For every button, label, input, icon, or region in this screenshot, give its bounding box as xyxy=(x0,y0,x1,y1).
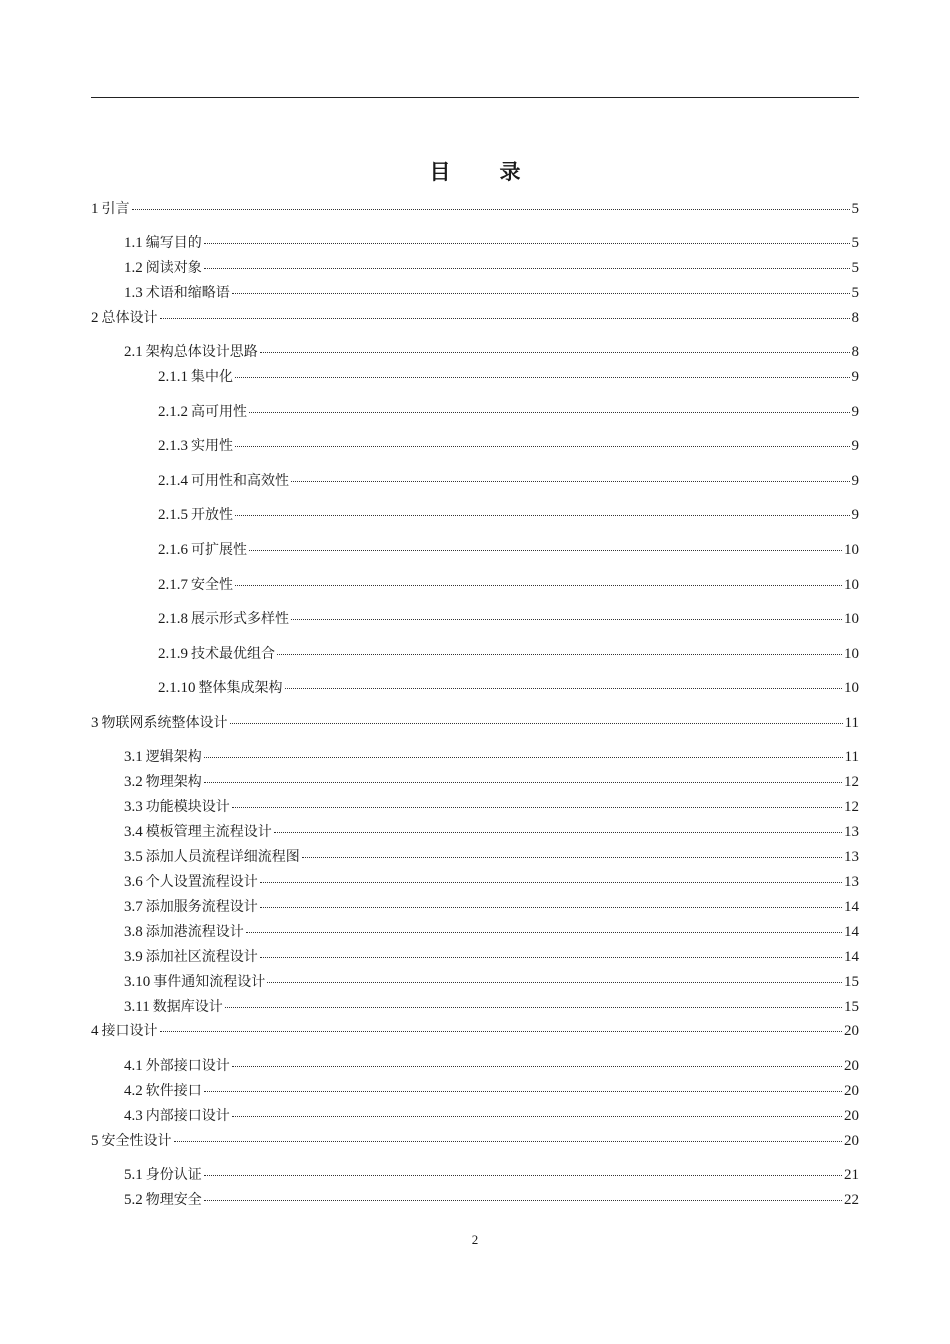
toc-entry-page: 13 xyxy=(844,849,859,865)
toc-entry-label: 整体集成架构 xyxy=(198,680,283,696)
toc-dot-leader xyxy=(204,1200,842,1201)
toc-entry-label: 可用性和高效性 xyxy=(191,473,289,489)
toc-entry-number: 4.1 xyxy=(124,1058,143,1074)
toc-entry[interactable] xyxy=(91,574,859,596)
toc-entry-page: 10 xyxy=(844,542,859,558)
toc-entry[interactable] xyxy=(91,1105,859,1127)
toc-entry-page: 10 xyxy=(844,577,859,593)
toc-entry-page: 20 xyxy=(844,1023,859,1039)
toc-entry-number: 5.1 xyxy=(124,1167,143,1183)
toc-entry-page: 10 xyxy=(844,611,859,627)
toc-entry[interactable] xyxy=(91,1080,859,1102)
toc-entry-number: 2.1.1 xyxy=(158,369,188,385)
toc-entry-number: 2 xyxy=(91,310,99,326)
toc-entry[interactable] xyxy=(91,796,859,818)
toc-entry-label: 技术最优组合 xyxy=(191,646,275,662)
toc-dot-leader xyxy=(204,1091,842,1092)
toc-dot-leader xyxy=(260,352,850,353)
toc-entry-number: 3.7 xyxy=(124,899,143,915)
toc-entry-label: 总体设计 xyxy=(101,310,158,326)
toc-dot-leader xyxy=(204,1175,842,1176)
toc-entry-page: 14 xyxy=(844,899,859,915)
toc-entry[interactable] xyxy=(91,746,859,768)
toc-entry[interactable] xyxy=(91,608,859,630)
toc-entry-number: 5 xyxy=(91,1133,99,1149)
toc-entry-page: 10 xyxy=(844,680,859,696)
toc-entry[interactable] xyxy=(91,996,859,1018)
toc-entry[interactable] xyxy=(91,971,859,993)
toc-entry-number: 2.1.2 xyxy=(158,404,188,420)
toc-dot-leader xyxy=(225,1007,842,1008)
toc-entry-page: 22 xyxy=(844,1192,859,1208)
toc-entry-page: 20 xyxy=(844,1133,859,1149)
toc-entry[interactable] xyxy=(91,1055,859,1077)
toc-entry-number: 2.1.3 xyxy=(158,438,188,454)
toc-entry-number: 2.1.6 xyxy=(158,542,188,558)
toc-entry-page: 13 xyxy=(844,824,859,840)
toc-entry-page: 9 xyxy=(851,438,859,454)
toc-entry[interactable] xyxy=(91,1020,859,1042)
toc-entry-label: 集中化 xyxy=(191,369,233,385)
toc-entry-page: 5 xyxy=(851,201,859,217)
toc-entry-number: 2.1.9 xyxy=(158,646,188,662)
toc-entry[interactable] xyxy=(91,846,859,868)
toc-entry-number: 4.3 xyxy=(124,1108,143,1124)
toc-entry-label: 添加人员流程详细流程图 xyxy=(145,849,300,865)
toc-entry-page: 5 xyxy=(851,285,859,301)
toc-entry-page: 15 xyxy=(844,999,859,1015)
toc-entry[interactable] xyxy=(91,921,859,943)
toc-dot-leader xyxy=(249,550,842,551)
toc-dot-leader xyxy=(235,585,842,586)
toc-entry[interactable] xyxy=(91,677,859,699)
toc-entry-number: 3.5 xyxy=(124,849,143,865)
toc-entry-number: 3.4 xyxy=(124,824,143,840)
toc-entry-page: 9 xyxy=(851,473,859,489)
toc-title: 目 录 xyxy=(429,160,535,184)
toc-dot-leader xyxy=(204,757,843,758)
toc-entry-label: 接口设计 xyxy=(101,1023,158,1039)
toc-entry-label: 个人设置流程设计 xyxy=(145,874,258,890)
toc-dot-leader xyxy=(274,832,842,833)
toc-dot-leader xyxy=(235,446,850,447)
toc-entry-page: 9 xyxy=(851,507,859,523)
toc-entry-label: 外部接口设计 xyxy=(145,1058,230,1074)
toc-entry-number: 3.2 xyxy=(124,774,143,790)
toc-dot-leader xyxy=(132,209,850,210)
toc-entry-label: 编写目的 xyxy=(145,235,202,251)
toc-entry-label: 数据库设计 xyxy=(152,999,223,1015)
toc-entry[interactable] xyxy=(91,341,859,363)
toc-entry-number: 2.1.8 xyxy=(158,611,188,627)
toc-entry-label: 阅读对象 xyxy=(145,260,202,276)
toc-entry-page: 5 xyxy=(851,260,859,276)
toc-entry-number: 1.2 xyxy=(124,260,143,276)
toc-dot-leader xyxy=(160,1031,843,1032)
header-rule xyxy=(91,97,859,98)
toc-entry-page: 11 xyxy=(844,715,859,731)
toc-entry-number: 3.6 xyxy=(124,874,143,890)
toc-entry[interactable] xyxy=(91,871,859,893)
toc-dot-leader xyxy=(277,654,842,655)
toc-entry-label: 实用性 xyxy=(191,438,233,454)
toc-dot-leader xyxy=(267,982,842,983)
toc-entry[interactable] xyxy=(91,232,859,254)
toc-entry-page: 11 xyxy=(844,749,859,765)
toc-entry-label: 逻辑架构 xyxy=(145,749,202,765)
toc-entry-label: 高可用性 xyxy=(191,404,247,420)
toc-entry-label: 物联网系统整体设计 xyxy=(101,715,228,731)
toc-entry[interactable] xyxy=(91,198,859,220)
toc-entry-page: 14 xyxy=(844,949,859,965)
toc-entry-page: 20 xyxy=(844,1083,859,1099)
toc-dot-leader xyxy=(260,957,842,958)
toc-dot-leader xyxy=(232,1066,842,1067)
toc-entry-number: 1.1 xyxy=(124,235,143,251)
toc-dot-leader xyxy=(232,293,850,294)
toc-entry[interactable] xyxy=(91,257,859,279)
toc-entry[interactable] xyxy=(91,1130,859,1152)
toc-entry[interactable] xyxy=(91,1164,859,1186)
toc-entry-label: 软件接口 xyxy=(145,1083,202,1099)
toc-entry-label: 架构总体设计思路 xyxy=(145,344,258,360)
toc-entry-page: 15 xyxy=(844,974,859,990)
toc-entry[interactable] xyxy=(91,401,859,423)
toc-entry-number: 3 xyxy=(91,715,99,731)
toc-entry-page: 5 xyxy=(851,235,859,251)
toc-entry-label: 术语和缩略语 xyxy=(145,285,230,301)
toc-entry-number: 3.3 xyxy=(124,799,143,815)
toc-dot-leader xyxy=(246,932,842,933)
toc-dot-leader xyxy=(235,515,850,516)
toc-dot-leader xyxy=(230,723,843,724)
toc-dot-leader xyxy=(232,807,842,808)
toc-entry[interactable] xyxy=(91,771,859,793)
toc-entry-page: 12 xyxy=(844,799,859,815)
toc-entry[interactable] xyxy=(91,946,859,968)
toc-entry-number: 2.1.5 xyxy=(158,507,188,523)
toc-entry-label: 开放性 xyxy=(191,507,233,523)
toc-dot-leader xyxy=(235,377,850,378)
toc-entry-number: 2.1.10 xyxy=(158,680,196,696)
toc-entry-label: 功能模块设计 xyxy=(145,799,230,815)
toc-entry[interactable] xyxy=(91,1189,859,1211)
toc-dot-leader xyxy=(160,318,850,319)
toc-dot-leader xyxy=(174,1141,843,1142)
toc-entry-number: 3.10 xyxy=(124,974,151,990)
toc-entry-label: 事件通知流程设计 xyxy=(153,974,266,990)
toc-dot-leader xyxy=(249,412,850,413)
toc-entry-label: 引言 xyxy=(101,201,130,217)
toc-entry-page: 9 xyxy=(851,404,859,420)
toc-dot-leader xyxy=(204,243,850,244)
toc-dot-leader xyxy=(260,882,842,883)
toc-dot-leader xyxy=(302,857,842,858)
toc-dot-leader xyxy=(204,268,850,269)
toc-entry[interactable] xyxy=(91,821,859,843)
toc-entry-page: 21 xyxy=(844,1167,859,1183)
toc-entry-label: 内部接口设计 xyxy=(145,1108,230,1124)
toc-entry-label: 物理架构 xyxy=(145,774,202,790)
toc-entry-number: 4.2 xyxy=(124,1083,143,1099)
toc-entry-page: 9 xyxy=(851,369,859,385)
toc-dot-leader xyxy=(285,688,843,689)
toc-entry-label: 身份认证 xyxy=(145,1167,202,1183)
toc-entry-number: 1 xyxy=(91,201,99,217)
toc-entry-page: 14 xyxy=(844,924,859,940)
toc-entry-number: 3.9 xyxy=(124,949,143,965)
toc-entry-number: 5.2 xyxy=(124,1192,143,1208)
toc-dot-leader xyxy=(204,782,842,783)
toc-entry-number: 2.1 xyxy=(124,344,143,360)
toc-dot-leader xyxy=(260,907,842,908)
toc-entry-page: 13 xyxy=(844,874,859,890)
toc-dot-leader xyxy=(291,481,850,482)
toc-entry[interactable] xyxy=(91,896,859,918)
toc-entry-label: 可扩展性 xyxy=(191,542,247,558)
toc-entry-page: 20 xyxy=(844,1108,859,1124)
toc-entry-page: 8 xyxy=(851,310,859,326)
toc-entry[interactable] xyxy=(91,712,859,734)
toc-entry-page: 8 xyxy=(851,344,859,360)
toc-dot-leader xyxy=(291,619,842,620)
toc-entry-label: 添加社区流程设计 xyxy=(145,949,258,965)
toc-entry[interactable] xyxy=(91,366,859,388)
toc-entry-label: 物理安全 xyxy=(145,1192,202,1208)
toc-entry-label: 添加服务流程设计 xyxy=(145,899,258,915)
toc-entry[interactable] xyxy=(91,643,859,665)
toc-entry-number: 3.11 xyxy=(124,999,150,1015)
toc-entry-page: 12 xyxy=(844,774,859,790)
toc-entry[interactable] xyxy=(91,504,859,526)
toc-entry-label: 安全性设计 xyxy=(101,1133,172,1149)
toc-entry-number: 3.1 xyxy=(124,749,143,765)
toc-entry-page: 20 xyxy=(844,1058,859,1074)
toc-entry[interactable] xyxy=(91,539,859,561)
toc-entry-label: 展示形式多样性 xyxy=(191,611,289,627)
toc-entry-number: 3.8 xyxy=(124,924,143,940)
toc-dot-leader xyxy=(232,1116,842,1117)
page-number: 2 xyxy=(471,1232,479,1247)
toc-entry[interactable] xyxy=(91,282,859,304)
toc-entry-label: 添加港流程设计 xyxy=(145,924,244,940)
toc-entry-number: 4 xyxy=(91,1023,99,1039)
toc-entry-number: 2.1.4 xyxy=(158,473,188,489)
toc-entry-number: 2.1.7 xyxy=(158,577,188,593)
toc-entry-label: 安全性 xyxy=(191,577,233,593)
toc-entry-number: 1.3 xyxy=(124,285,143,301)
toc-entry-label: 模板管理主流程设计 xyxy=(145,824,272,840)
toc-entry[interactable] xyxy=(91,307,859,329)
toc-entry-page: 10 xyxy=(844,646,859,662)
toc-entry[interactable] xyxy=(91,435,859,457)
toc-entry[interactable] xyxy=(91,470,859,492)
